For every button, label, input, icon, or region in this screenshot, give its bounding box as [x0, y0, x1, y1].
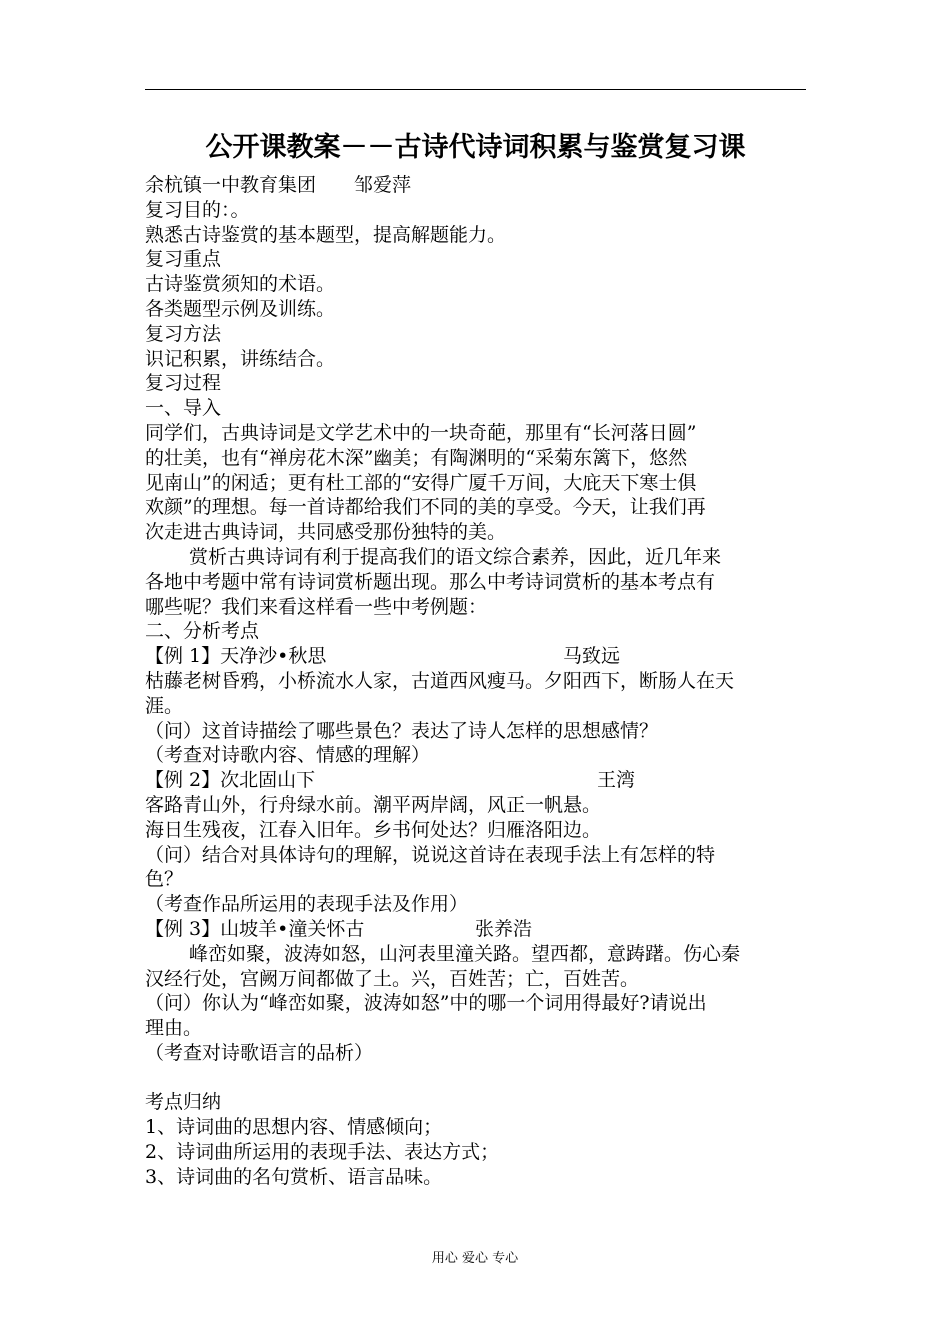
- example3-poem-line: 峰峦如聚，波涛如怒，山河表里潼关路。望西都，意踌躇。伤心秦: [189, 942, 741, 965]
- process-heading: 复习过程: [145, 372, 222, 395]
- example2-question-line: （问）结合对具体诗句的理解，说说这首诗在表现手法上有怎样的特: [145, 843, 716, 866]
- author-line: 余杭镇一中教育集团 邹爱萍: [145, 174, 412, 196]
- example1-note: （考查对诗歌内容、情感的理解）: [145, 744, 431, 767]
- para2-line: 各地中考题中常有诗词赏析题出现。那么中考诗词赏析的基本考点有: [145, 570, 716, 593]
- summary-heading: 考点归纳: [145, 1091, 222, 1114]
- objective-heading: 复习目的：。: [145, 198, 250, 221]
- example1-poem-line: 涯。: [145, 694, 184, 717]
- method-text: 识记积累，讲练结合。: [145, 347, 336, 370]
- example1-title: 【例 1】天净沙•秋思: [145, 645, 327, 668]
- example3-author: 张养浩: [475, 917, 533, 940]
- summary-item: 2、诗词曲所运用的表现手法、表达方式；: [145, 1141, 500, 1164]
- example3-title: 【例 3】山坡羊•潼关怀古: [145, 917, 365, 940]
- example2-title: 【例 2】次北固山下: [145, 769, 316, 792]
- document-body: [145, 173, 808, 1190]
- example1-poem-line: 枯藤老树昏鸦，小桥流水人家，古道西风瘦马。夕阳西下，断肠人在天: [145, 669, 735, 692]
- para2-line: 哪些呢？我们来看这样看一些中考例题：: [145, 595, 488, 618]
- intro-line: 同学们，古典诗词是文学艺术中的一块奇葩，那里有“长河落日圆”: [145, 421, 697, 444]
- blank-line: [145, 1066, 808, 1091]
- example1-question: （问）这首诗描绘了哪些景色？表达了诗人怎样的思想感情？: [145, 719, 659, 742]
- method-heading: 复习方法: [145, 322, 222, 345]
- summary-item: 3、诗词曲的名句赏析、语言品味。: [145, 1165, 443, 1188]
- example1-author: 马致远: [563, 645, 621, 668]
- intro-line: 欢颜”的理想。每一首诗都给我们不同的美的享受。今天，让我们再: [145, 496, 706, 519]
- summary-item: 1、诗词曲的思想内容、情感倾向；: [145, 1116, 443, 1139]
- header-rule: [145, 89, 806, 90]
- example2-note: （考查作品所运用的表现手法及作用）: [145, 893, 469, 916]
- objective-text: 熟悉古诗鉴赏的基本题型，提高解题能力。: [145, 223, 507, 246]
- example3-header: [145, 917, 808, 942]
- example2-poem-line: 海日生残夜，江春入旧年。乡书何处达？归雁洛阳边。: [145, 818, 602, 841]
- example3-question-line: （问）你认为“峰峦如聚，波涛如怒”中的哪一个词用得最好?请说出: [145, 992, 707, 1015]
- intro-line: 见南山”的闲适；更有杜工部的“安得广厦千万间，大庇天下寒士俱: [145, 471, 697, 494]
- example2-author: 王湾: [597, 769, 636, 792]
- focus-heading: 复习重点: [145, 248, 222, 271]
- example3-question-line: 理由。: [145, 1017, 203, 1040]
- intro-line: 的壮美，也有“禅房花木深”幽美；有陶渊明的“采菊东篱下，悠然: [145, 446, 688, 469]
- page-footer: 用心 爱心 专心: [431, 1251, 519, 1266]
- para2-line: 赏析古典诗词有利于提高我们的语文综合素养，因此，近几年来: [189, 545, 722, 568]
- document-title: 公开课教案－－古诗代诗词积累与鉴赏复习课: [205, 132, 746, 163]
- example1-header: [145, 644, 808, 669]
- focus-item: 各类题型示例及训练。: [145, 297, 336, 320]
- section2-heading: 二、分析考点: [145, 620, 260, 643]
- section1-heading: 一、导入: [145, 397, 222, 420]
- example3-note: （考查对诗歌语言的品析）: [145, 1041, 374, 1064]
- intro-line: 次走进古典诗词，共同感受那份独特的美。: [145, 521, 507, 544]
- example2-poem-line: 客路青山外，行舟绿水前。潮平两岸阔，风正一帆悬。: [145, 793, 602, 816]
- example3-poem-line: 汉经行处，宫阙万间都做了土。兴，百姓苦；亡，百姓苦。: [145, 967, 640, 990]
- focus-item: 古诗鉴赏须知的术语。: [145, 273, 336, 296]
- example2-header: [145, 768, 808, 793]
- example2-question-line: 色？: [145, 868, 184, 891]
